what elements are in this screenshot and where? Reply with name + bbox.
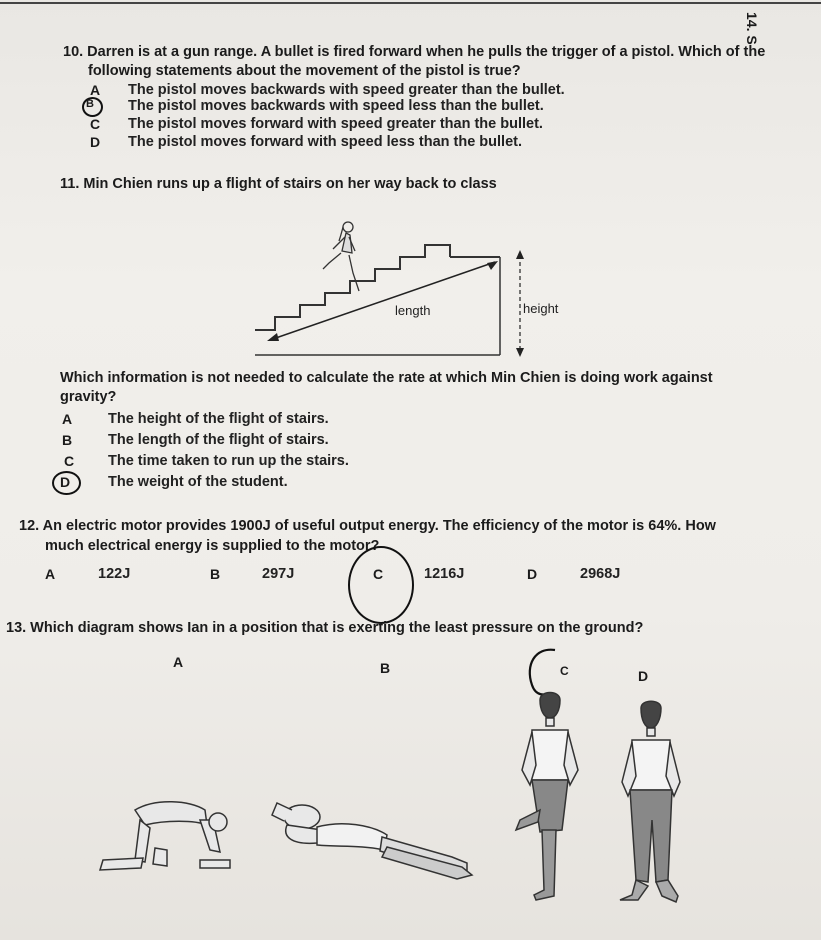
q12-option-d-text[interactable]: 2968J <box>580 566 621 582</box>
q11-question-line2: gravity? <box>60 389 117 405</box>
q12-stem-line2: much electrical energy is supplied to the motor? <box>45 538 380 554</box>
q12-option-d-letter: D <box>527 566 538 582</box>
q10-stem-line2: following statements about the movement of the pistol is true? <box>88 63 521 79</box>
figure-a-kneeling <box>95 790 255 880</box>
page-top-rule <box>0 2 821 4</box>
q11-option-b-text[interactable]: The length of the flight of stairs. <box>108 432 329 448</box>
q10-option-b-text[interactable]: The pistol moves backwards with speed less than the bullet. <box>128 98 544 114</box>
q11-option-c-letter: C <box>64 453 75 469</box>
q10-stem-line1: 10. Darren is at a gun range. A bullet is fired forward when he pulls the trigger of a pistol. Which of the <box>63 44 766 60</box>
q10-option-d-text[interactable]: The pistol moves forward with speed less than the bullet. <box>128 134 522 150</box>
q10-option-a-letter: A <box>90 82 101 98</box>
q11-option-c-text[interactable]: The time taken to run up the stairs. <box>108 453 349 469</box>
q13-label-c[interactable]: C <box>560 664 569 678</box>
figure-c-one-leg <box>510 690 590 910</box>
q13-label-d[interactable]: D <box>638 668 649 684</box>
q12-stem-line1: 12. An electric motor provides 1900J of useful output energy. The efficiency of the motor is 64%. How <box>19 518 716 534</box>
q11-option-a-text[interactable]: The height of the flight of stairs. <box>108 411 329 427</box>
corner-note: 14. S <box>744 12 760 45</box>
q12-option-a-letter: A <box>45 566 56 582</box>
q10-option-c-letter: C <box>90 116 101 132</box>
q11-option-d-letter: D <box>60 474 71 490</box>
q11-question-line1: Which information is not needed to calculate the rate at which Min Chien is doing work against <box>60 370 713 386</box>
q12-option-c-text[interactable]: 1216J <box>424 566 465 582</box>
figure-d-standing <box>608 700 698 910</box>
height-arrow-head-bottom <box>516 348 524 357</box>
q12-answer-circle <box>348 546 414 624</box>
q13-label-b[interactable]: B <box>380 660 391 676</box>
q13-stem: 13. Which diagram shows Ian in a position that is exerting the least pressure on the ground? <box>6 620 644 636</box>
q11-option-d-text[interactable]: The weight of the student. <box>108 474 288 490</box>
q10-option-c-text[interactable]: The pistol moves forward with speed greater than the bullet. <box>128 116 543 132</box>
q11-option-b-letter: B <box>62 432 73 448</box>
q12-option-b-letter: B <box>210 566 221 582</box>
q11-stem: 11. Min Chien runs up a flight of stairs on her way back to class <box>60 176 497 192</box>
length-arrow-head-start <box>267 333 279 341</box>
q10-option-d-letter: D <box>90 134 101 150</box>
q12-option-a-text[interactable]: 122J <box>98 566 131 582</box>
height-arrow-head-top <box>516 250 524 259</box>
length-label: length <box>395 303 431 318</box>
stairs-diagram <box>245 205 585 365</box>
height-label: height <box>523 301 559 316</box>
q12-option-c-letter: C <box>373 566 384 582</box>
q12-option-b-text[interactable]: 297J <box>262 566 295 582</box>
q10-option-a-text[interactable]: The pistol moves backwards with speed greater than the bullet. <box>128 82 565 98</box>
q11-option-a-letter: A <box>62 411 73 427</box>
q10-option-b-letter: B <box>86 98 94 110</box>
length-arrow <box>270 262 495 340</box>
length-arrow-head-end <box>487 261 498 270</box>
figure-b-lying <box>262 795 487 885</box>
q13-label-a[interactable]: A <box>173 654 184 670</box>
